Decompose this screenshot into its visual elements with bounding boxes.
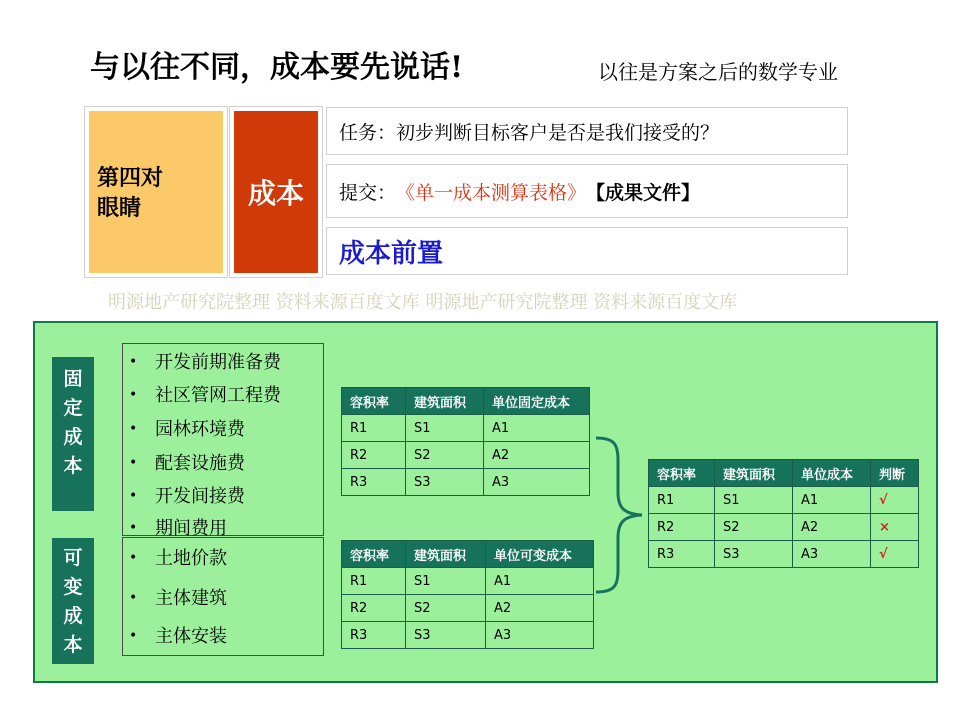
variable-cost-label-char: 可 bbox=[63, 547, 83, 569]
bullet: • bbox=[129, 520, 138, 536]
table-row bbox=[342, 442, 590, 469]
table-cell: R3 bbox=[342, 469, 406, 496]
watermark: 明源地产研究院整理 资料来源百度文库 明源地产研究院整理 资料来源百度文库 bbox=[108, 292, 738, 313]
list-item-text: 配套设施费 bbox=[155, 453, 245, 474]
table-row bbox=[342, 469, 590, 496]
bullet: • bbox=[129, 628, 138, 644]
table-cell: R1 bbox=[342, 415, 406, 442]
variable-cost-list bbox=[122, 537, 324, 656]
result-table bbox=[648, 459, 919, 568]
table-cell: R1 bbox=[649, 487, 715, 514]
list-item bbox=[129, 544, 227, 570]
bullet: • bbox=[129, 387, 138, 403]
table-header-cell: 单位可变成本 bbox=[486, 541, 594, 568]
list-item bbox=[129, 622, 227, 648]
page-title: 与以往不同，成本要先说话! bbox=[90, 50, 464, 85]
table-header-row bbox=[342, 388, 590, 415]
variable-cost-table bbox=[341, 540, 594, 649]
table-cell: R2 bbox=[342, 442, 406, 469]
table-cell: R2 bbox=[342, 595, 406, 622]
table-row bbox=[649, 487, 919, 514]
task-row bbox=[326, 107, 848, 155]
table-row bbox=[342, 568, 594, 595]
table-header-cell: 建筑面积 bbox=[406, 541, 486, 568]
page-subtitle: 以往是方案之后的数学专业 bbox=[598, 60, 838, 84]
step-role-box: 成本 bbox=[234, 111, 318, 273]
table-header-cell: 建筑面积 bbox=[715, 460, 793, 487]
bullet: • bbox=[129, 354, 138, 370]
table-row bbox=[649, 541, 919, 568]
table-header-cell: 单位成本 bbox=[793, 460, 871, 487]
check-icon: √ bbox=[871, 487, 919, 514]
list-item-text: 主体建筑 bbox=[155, 588, 227, 609]
table-cell: R1 bbox=[342, 568, 406, 595]
table-header-row bbox=[342, 541, 594, 568]
cost-front-row: 成本前置 bbox=[326, 227, 848, 275]
bullet: • bbox=[129, 590, 138, 606]
variable-cost-label-char: 变 bbox=[63, 576, 83, 598]
variable-cost-label-char: 成 bbox=[63, 605, 83, 627]
list-item bbox=[129, 482, 245, 508]
table-header-cell: 容积率 bbox=[342, 541, 406, 568]
table-cell: S3 bbox=[715, 541, 793, 568]
step-label-line-2: 眼睛 bbox=[97, 195, 142, 221]
table-cell: S3 bbox=[406, 469, 484, 496]
fixed-cost-label-char: 定 bbox=[63, 397, 83, 419]
table-row bbox=[342, 595, 594, 622]
step-label-line-1: 第四对 bbox=[97, 165, 164, 191]
variable-cost-label bbox=[52, 538, 94, 664]
table-cell: S2 bbox=[715, 514, 793, 541]
merge-brace-icon bbox=[592, 430, 652, 600]
table-cell: S2 bbox=[406, 595, 486, 622]
fixed-cost-label-char: 本 bbox=[63, 455, 83, 477]
list-item bbox=[129, 348, 281, 374]
list-item-text: 期间费用 bbox=[155, 518, 227, 539]
table-cell: S3 bbox=[406, 622, 486, 649]
table-cell: R3 bbox=[342, 622, 406, 649]
table-cell: S2 bbox=[406, 442, 484, 469]
list-item-text: 主体安装 bbox=[155, 626, 227, 647]
variable-cost-label-char: 本 bbox=[63, 634, 83, 656]
bullet: • bbox=[129, 488, 138, 504]
submit-note: 【成果文件】 bbox=[586, 181, 701, 204]
table-cell: A3 bbox=[793, 541, 871, 568]
fixed-cost-label-char: 固 bbox=[63, 368, 83, 390]
list-item-text: 园林环境费 bbox=[155, 419, 245, 440]
submit-document: 《单一成本测算表格》 bbox=[396, 181, 587, 204]
task-text: 初步判断目标客户是否是我们接受的？ bbox=[396, 121, 720, 144]
bullet: • bbox=[129, 455, 138, 471]
table-row bbox=[342, 622, 594, 649]
table-cell: A1 bbox=[793, 487, 871, 514]
list-item-text: 土地价款 bbox=[155, 548, 227, 569]
table-row bbox=[649, 514, 919, 541]
step-label-frame bbox=[84, 106, 228, 278]
list-item-text: 开发间接费 bbox=[155, 486, 245, 507]
table-cell: A2 bbox=[484, 442, 590, 469]
table-cell: A1 bbox=[486, 568, 594, 595]
step-label-box bbox=[89, 111, 223, 273]
table-cell: R2 bbox=[649, 514, 715, 541]
fixed-cost-label-char: 成 bbox=[63, 426, 83, 448]
check-icon: √ bbox=[871, 541, 919, 568]
cross-icon: × bbox=[871, 514, 919, 541]
list-item bbox=[129, 415, 245, 441]
table-header-cell: 单位固定成本 bbox=[484, 388, 590, 415]
table-header-cell: 容积率 bbox=[342, 388, 406, 415]
table-cell: S1 bbox=[406, 568, 486, 595]
table-header-cell: 判断 bbox=[871, 460, 919, 487]
submit-label: 提交： bbox=[339, 181, 397, 204]
list-item-text: 社区管网工程费 bbox=[155, 385, 281, 406]
table-row bbox=[342, 415, 590, 442]
table-header-row bbox=[649, 460, 919, 487]
task-label: 任务： bbox=[339, 121, 397, 144]
step-role-frame bbox=[229, 106, 323, 278]
table-cell: A2 bbox=[486, 595, 594, 622]
fixed-cost-list bbox=[122, 343, 324, 539]
table-cell: A3 bbox=[486, 622, 594, 649]
bullet: • bbox=[129, 550, 138, 566]
list-item-text: 开发前期准备费 bbox=[155, 352, 281, 373]
bullet: • bbox=[129, 421, 138, 437]
table-cell: A3 bbox=[484, 469, 590, 496]
table-cell: S1 bbox=[406, 415, 484, 442]
fixed-cost-label bbox=[52, 357, 94, 511]
list-item bbox=[129, 584, 227, 610]
table-cell: R3 bbox=[649, 541, 715, 568]
table-cell: S1 bbox=[715, 487, 793, 514]
table-cell: A2 bbox=[793, 514, 871, 541]
list-item bbox=[129, 449, 245, 475]
submit-row bbox=[326, 164, 848, 218]
table-header-cell: 建筑面积 bbox=[406, 388, 484, 415]
table-header-cell: 容积率 bbox=[649, 460, 715, 487]
list-item bbox=[129, 381, 281, 407]
table-cell: A1 bbox=[484, 415, 590, 442]
fixed-cost-table bbox=[341, 387, 590, 496]
